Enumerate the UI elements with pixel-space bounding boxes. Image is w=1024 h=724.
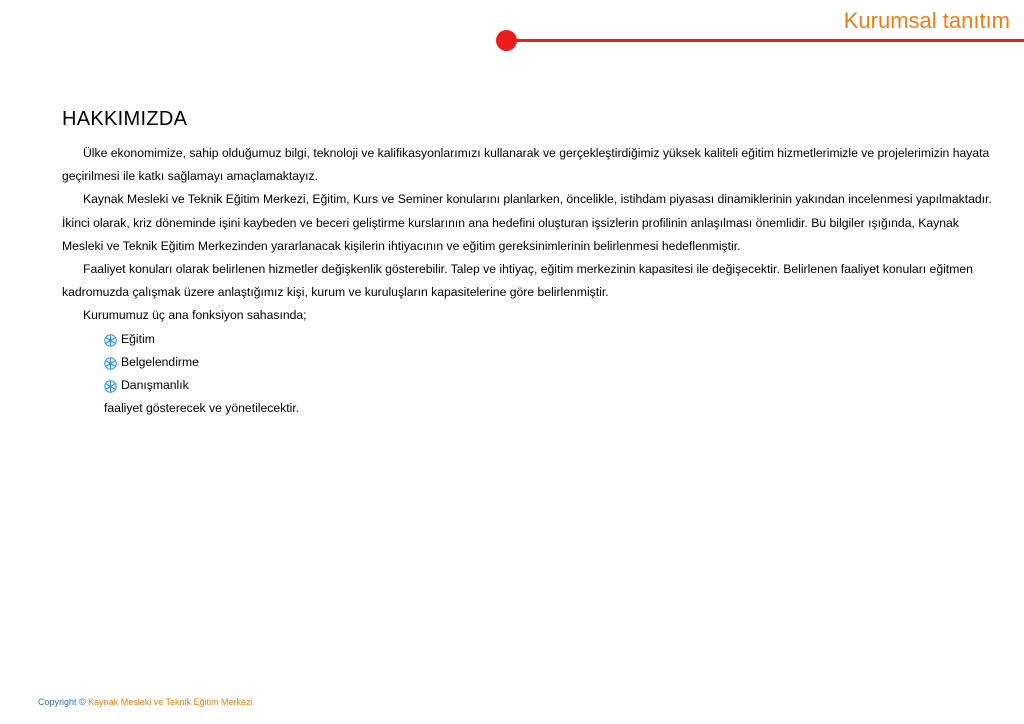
function-label: Belgelendirme <box>121 354 199 369</box>
header-dot <box>496 30 517 51</box>
footer-organization: Kaynak Mesleki ve Teknik Eğitim Merkezi <box>88 697 253 707</box>
footer <box>38 697 253 707</box>
paragraph-functions-intro: Kurumumuz üç ana fonksiyon sahasında; <box>83 308 307 323</box>
function-label: Danışmanlık <box>121 378 189 393</box>
paragraph-intro: Ülke ekonomimize, sahip olduğumuz bilgi, teknoloji ve kalifikasyonlarımızı kullanarak ve gerçekleştirdiğimiz yüksek kaliteli eğitim hizmetlerimizle ve projelerimizin hayata geçirilmesi ile katkı sağlamayı amaçlamaktayız. <box>62 146 990 184</box>
page-heading: HAKKIMIZDA <box>62 108 188 130</box>
swirl-bullet-icon <box>104 380 117 393</box>
functions-list <box>62 328 992 398</box>
footer-copyright: Copyright © <box>38 697 86 707</box>
list-item <box>104 328 992 351</box>
closing-text: faaliyet gösterecek ve yönetilecektir. <box>104 401 300 416</box>
header-title: Kurumsal tanıtım <box>843 8 1010 33</box>
paragraph-planning: Kaynak Mesleki ve Teknik Eğitim Merkezi, Eğitim, Kurs ve Seminer konularını planlarken, öncelikle, istihdam piyasası dinamiklerinin yakından incelenmesi yapılmaktadır. İkinci olarak, kriz döneminde işini kaybeden ve beceri geliştirme kurslarının ana hedefini oluşturan işsizlerin profilinin anlaşılması önemlidir. Bu bilgiler ışığında, Kaynak Mesleki ve Teknik Eğitim Merkezinden yararlanacak kişilerin ihtiyacının ve eğitim gereksinimlerinin belirlenmesi hedeflenmiştir. <box>62 192 992 253</box>
swirl-bullet-icon <box>104 357 117 370</box>
main-content <box>62 142 992 420</box>
header-rule <box>506 39 1024 42</box>
swirl-bullet-icon <box>104 334 117 347</box>
paragraph-activities: Faaliyet konuları olarak belirlenen hizmetler değişkenlik gösterebilir. Talep ve ihtiyaç, eğitim merkezinin kapasitesi ile değişecektir. Belirlenen faaliyet konuları eğitmen kadromuzda çalışmak üzere anlaştığımız kişi, kurum ve kuruluşların kapasitelerine göre belirlenmiştir. <box>62 262 973 300</box>
list-item <box>104 351 992 374</box>
function-label: Eğitim <box>121 331 155 346</box>
list-item <box>104 374 992 397</box>
